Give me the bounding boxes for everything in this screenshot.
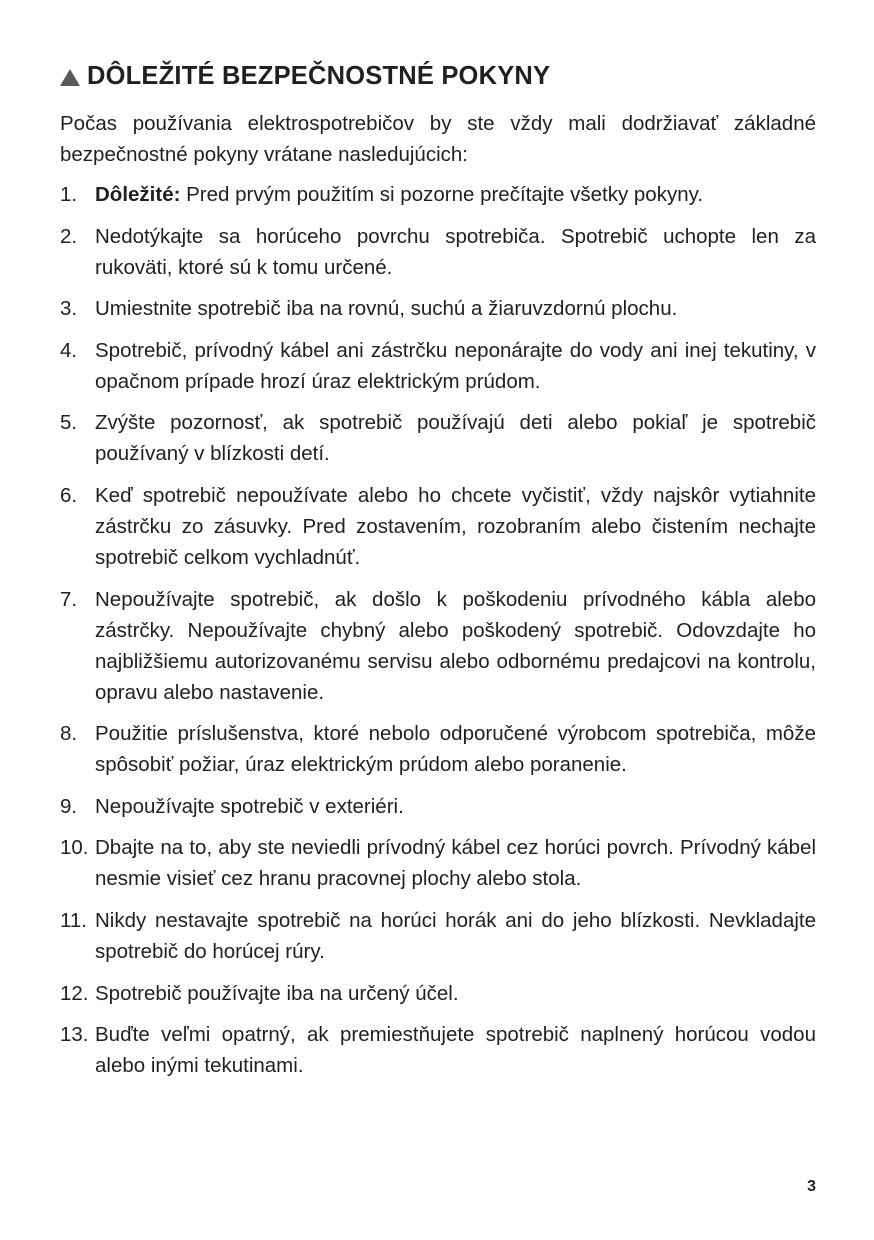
list-item bbox=[60, 293, 816, 324]
item-text: Spotrebič, prívodný kábel ani zástrčku neponárajte do vody ani inej tekutiny, v opačnom prípade hrozí úraz elektrickým prúdom. bbox=[95, 338, 816, 393]
section-heading bbox=[60, 58, 816, 94]
item-number: 6. bbox=[60, 483, 78, 507]
list-item bbox=[60, 335, 816, 397]
list-item bbox=[60, 1019, 816, 1081]
page-number: 3 bbox=[807, 1178, 816, 1195]
item-text: Spotrebič používajte iba na určený účel. bbox=[95, 981, 459, 1005]
item-number: 5. bbox=[60, 411, 78, 435]
item-number: 2. bbox=[60, 224, 78, 248]
item-number: 9. bbox=[60, 794, 78, 818]
document-page bbox=[60, 58, 816, 1092]
item-text: Pred prvým použitím si pozorne prečítajte všetky pokyny. bbox=[180, 183, 704, 206]
item-number: 10. bbox=[60, 836, 89, 860]
list-item bbox=[60, 978, 816, 1009]
item-text: Keď spotrebič nepoužívate alebo ho chcete vyčistiť, vždy najskôr vytiahnite zástrčku zo zásuvky. Pred zostavením, rozobraním alebo čistením nechajte spotrebič celkom vychladnúť. bbox=[95, 483, 816, 569]
item-text: Dbajte na to, aby ste neviedli prívodný kábel cez horúci povrch. Prívodný kábel nesmie visieť cez hranu pracovnej plochy alebo stola. bbox=[95, 836, 816, 891]
safety-instructions-list bbox=[60, 179, 816, 1081]
item-text: Nepoužívajte spotrebič v exteriéri. bbox=[95, 794, 404, 818]
list-item bbox=[60, 480, 816, 573]
item-text: Nedotýkajte sa horúceho povrchu spotrebiča. Spotrebič uchopte len za rukoväti, ktoré sú k tomu určené. bbox=[95, 224, 816, 279]
item-number: 12. bbox=[60, 981, 89, 1005]
list-item bbox=[60, 407, 816, 469]
item-number: 11. bbox=[60, 908, 87, 932]
item-text: Zvýšte pozornosť, ak spotrebič používajú deti alebo pokiaľ je spotrebič používaný v blízkosti detí. bbox=[95, 411, 816, 466]
item-text: Umiestnite spotrebič iba na rovnú, suchú a žiaruvzdornú plochu. bbox=[95, 297, 678, 321]
item-text: Nepoužívajte spotrebič, ak došlo k poškodeniu prívodného kábla alebo zástrčky. Nepoužívajte chybný alebo poškodený spotrebič. Odovzdajte ho najbližšiemu autorizovanému servisu alebo odbornému predajcovi na kontrolu, opravu alebo nastavenie. bbox=[95, 587, 816, 704]
item-bold-label: Dôležité: bbox=[95, 183, 181, 206]
list-item bbox=[60, 584, 816, 708]
item-text: Nikdy nestavajte spotrebič na horúci horák ani do jeho blízkosti. Nevkladajte spotrebič do horúcej rúry. bbox=[95, 908, 816, 963]
intro-paragraph: Počas používania elektrospotrebičov by ste vždy mali dodržiavať základné bezpečnostné pokyny vrátane nasledujúcich: bbox=[60, 112, 816, 166]
item-number: 8. bbox=[60, 722, 78, 746]
list-item bbox=[60, 791, 816, 822]
item-number: 4. bbox=[60, 338, 78, 362]
item-number: 3. bbox=[60, 297, 78, 321]
item-number: 7. bbox=[60, 587, 78, 611]
list-item bbox=[60, 179, 816, 210]
item-text: Buďte veľmi opatrný, ak premiestňujete spotrebič naplnený horúcou vodou alebo inými tekutinami. bbox=[95, 1023, 816, 1078]
list-item bbox=[60, 832, 816, 894]
warning-triangle-icon bbox=[60, 69, 80, 86]
item-number: 1. bbox=[60, 183, 78, 206]
item-number: 13. bbox=[60, 1023, 89, 1047]
heading-title: DÔLEŽITÉ BEZPEČNOSTNÉ POKYNY bbox=[87, 62, 551, 90]
list-item bbox=[60, 221, 816, 283]
list-item bbox=[60, 905, 816, 967]
list-item bbox=[60, 718, 816, 780]
item-text: Použitie príslušenstva, ktoré nebolo odporučené výrobcom spotrebiča, môže spôsobiť požiar, úraz elektrickým prúdom alebo poranenie. bbox=[95, 722, 816, 777]
